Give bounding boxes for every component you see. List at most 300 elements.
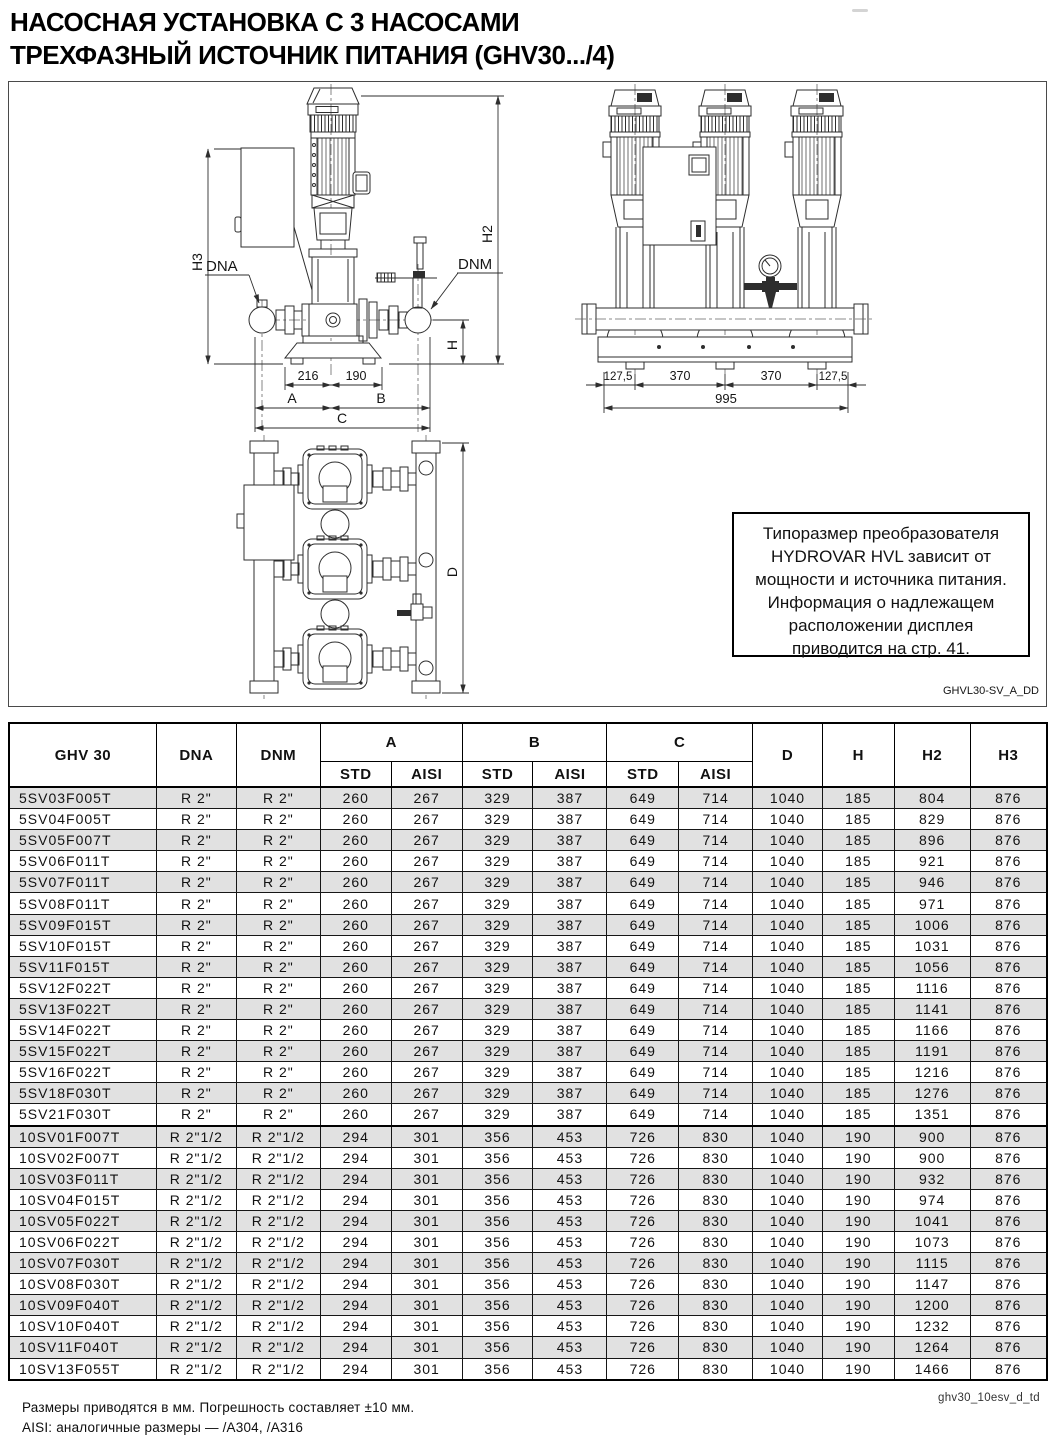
dim-cell: R 2"1/2 [156,1189,236,1210]
dim-cell: 1040 [753,1062,823,1083]
col-header-dnm: DNM [236,723,320,787]
dim-cell: 726 [607,1274,679,1295]
dim-cell: 185 [822,809,894,830]
dim-cell: 1040 [753,787,823,809]
dim-cell: 1040 [753,1316,823,1337]
dim-cell: 1040 [753,1358,823,1380]
dim-cell: R 2"1/2 [236,1316,320,1337]
dim-cell: 453 [533,1147,607,1168]
dim-cell: 714 [679,893,753,914]
model-cell: 5SV13F022T [9,998,156,1019]
dimensions-table [8,722,1048,1381]
dim-cell: 726 [607,1210,679,1231]
model-cell: 5SV08F011T [9,893,156,914]
table-row [9,1168,1047,1189]
dim-cell: 932 [894,1168,970,1189]
dim-cell: 1040 [753,893,823,914]
dim-cell: 301 [391,1147,462,1168]
dim-cell: 1116 [894,977,970,998]
dim-cell: 267 [391,998,462,1019]
table-body [9,787,1047,1380]
dim-cell: 830 [679,1126,753,1148]
model-cell: 5SV10F015T [9,935,156,956]
page-title [10,6,614,72]
dim-cell: 1040 [753,1104,823,1126]
model-cell: 10SV02F007T [9,1147,156,1168]
dim-cell: 1040 [753,1020,823,1041]
dim-cell: 1191 [894,1041,970,1062]
note-line: Информация о надлежащем [767,593,995,612]
dim-cell: 267 [391,1062,462,1083]
dim-cell: 1216 [894,1062,970,1083]
dim-cell: 267 [391,809,462,830]
dim-cell: 387 [533,1104,607,1126]
dim-cell: R 2" [236,851,320,872]
dim-cell: R 2" [236,935,320,956]
dim-cell: 329 [462,893,533,914]
dim-cell: 1466 [894,1358,970,1380]
dim-cell: 900 [894,1147,970,1168]
dim-cell: 260 [320,935,391,956]
table-row [9,998,1047,1019]
dim-cell: 267 [391,1041,462,1062]
dim-cell: 260 [320,1041,391,1062]
dim-cell: 453 [533,1126,607,1148]
dim-cell: 649 [607,998,679,1019]
dim-cell: 329 [462,1062,533,1083]
page-title-line2: ТРЕХФАЗНЫЙ ИСТОЧНИК ПИТАНИЯ (GHV30.../4) [10,40,615,70]
dim-cell: 876 [970,1253,1047,1274]
dim-cell: 267 [391,830,462,851]
dim-cell: R 2" [156,809,236,830]
dim-cell: 329 [462,1104,533,1126]
dim-cell: 185 [822,787,894,809]
dim-cell: 356 [462,1168,533,1189]
dim-cell: R 2" [236,998,320,1019]
dim-cell: 649 [607,787,679,809]
dim-cell: R 2" [236,830,320,851]
col-header-h2: H2 [894,723,970,787]
dim-cell: 356 [462,1358,533,1380]
dim-cell: 294 [320,1337,391,1358]
dim-cell: 726 [607,1253,679,1274]
dim-cell: 876 [970,1147,1047,1168]
doc-code: ghv30_10esv_d_td [938,1392,1040,1404]
dim-cell: 294 [320,1358,391,1380]
dim-label-190: 190 [345,369,367,383]
footnote-dimensions: Размеры приводятся в мм. Погрешность составляет ±10 мм. [22,1400,415,1415]
model-cell: 10SV11F040T [9,1337,156,1358]
col-header-b: B [462,723,607,762]
dim-cell: 387 [533,1062,607,1083]
dim-cell: R 2"1/2 [236,1253,320,1274]
dim-cell: 301 [391,1168,462,1189]
dim-cell: R 2"1/2 [236,1295,320,1316]
dim-cell: 301 [391,1189,462,1210]
dim-cell: 726 [607,1337,679,1358]
dim-cell: 190 [822,1231,894,1252]
model-cell: 10SV09F040T [9,1295,156,1316]
dim-cell: 329 [462,830,533,851]
model-cell: 5SV07F011T [9,872,156,893]
col-header-a: A [320,723,462,762]
model-cell: 5SV16F022T [9,1062,156,1083]
dim-cell: R 2" [156,998,236,1019]
dim-cell: R 2" [236,893,320,914]
dim-cell: 876 [970,787,1047,809]
dim-cell: 876 [970,1189,1047,1210]
model-cell: 5SV12F022T [9,977,156,998]
dim-cell: 190 [822,1337,894,1358]
table-row [9,1189,1047,1210]
model-cell: 5SV05F007T [9,830,156,851]
dim-cell: 260 [320,830,391,851]
dim-cell: 185 [822,851,894,872]
dim-cell: 876 [970,851,1047,872]
dim-cell: 190 [822,1295,894,1316]
model-cell: 10SV07F030T [9,1253,156,1274]
dim-cell: R 2" [236,914,320,935]
dim-cell: 190 [822,1274,894,1295]
dim-cell: 329 [462,956,533,977]
dim-cell: 453 [533,1168,607,1189]
dim-cell: 876 [970,1274,1047,1295]
dim-cell: 921 [894,851,970,872]
dim-cell: 329 [462,935,533,956]
footnote-aisi: AISI: аналогичные размеры — /A304, /A316 [22,1420,304,1435]
dim-cell: 1040 [753,1189,823,1210]
dim-label-995: 995 [715,391,737,406]
dim-cell: 830 [679,1189,753,1210]
dim-cell: R 2"1/2 [156,1274,236,1295]
dim-cell: 1040 [753,1337,823,1358]
dim-cell: R 2"1/2 [156,1210,236,1231]
col-header-dna: DNA [156,723,236,787]
page-title-line1: НАСОСНАЯ УСТАНОВКА С 3 НАСОСАМИ [10,7,520,37]
dim-cell: 876 [970,998,1047,1019]
dim-cell: 714 [679,935,753,956]
dim-cell: 356 [462,1210,533,1231]
dim-cell: R 2"1/2 [236,1274,320,1295]
dim-cell: 1040 [753,914,823,935]
dim-cell: 190 [822,1168,894,1189]
dim-cell: 1040 [753,1083,823,1104]
dim-cell: 453 [533,1295,607,1316]
dim-cell: 260 [320,851,391,872]
dim-label-127-left: 127,5 [603,371,633,383]
table-row [9,1126,1047,1148]
model-cell: 10SV05F022T [9,1210,156,1231]
dim-cell: 896 [894,830,970,851]
dim-cell: 387 [533,977,607,998]
dim-cell: 714 [679,998,753,1019]
model-cell: 10SV13F055T [9,1358,156,1380]
dim-cell: 329 [462,809,533,830]
dim-cell: 301 [391,1337,462,1358]
dim-cell: 1232 [894,1316,970,1337]
model-cell: 5SV18F030T [9,1083,156,1104]
dim-cell: 356 [462,1231,533,1252]
note-line: расположении дисплея [788,616,974,635]
model-cell: 10SV10F040T [9,1316,156,1337]
dim-cell: 714 [679,851,753,872]
dim-cell: 260 [320,809,391,830]
dim-cell: 649 [607,1104,679,1126]
dim-cell: 876 [970,1168,1047,1189]
subcol-header-aisi: AISI [533,762,607,788]
dim-cell: 260 [320,1104,391,1126]
dim-cell: 387 [533,787,607,809]
dim-cell: 267 [391,977,462,998]
dim-cell: R 2" [236,787,320,809]
dim-cell: 190 [822,1210,894,1231]
dim-cell: 301 [391,1316,462,1337]
dim-cell: 185 [822,914,894,935]
table-row [9,1020,1047,1041]
dim-cell: 185 [822,872,894,893]
col-header-model: GHV 30 [9,723,156,787]
dim-cell: 356 [462,1316,533,1337]
dim-cell: 726 [607,1168,679,1189]
dim-cell: 387 [533,1083,607,1104]
dim-cell: 387 [533,851,607,872]
dim-cell: 1040 [753,809,823,830]
dim-cell: 1040 [753,851,823,872]
note-line: приводится на стр. 41. [792,639,970,658]
model-cell: 5SV21F030T [9,1104,156,1126]
table-row [9,1062,1047,1083]
dim-cell: 876 [970,1062,1047,1083]
dim-cell: 1040 [753,1041,823,1062]
dim-cell: R 2" [156,893,236,914]
dim-label-370-left: 370 [669,369,691,383]
dim-label-h3: H3 [189,253,205,271]
dim-label-dna: DNA [206,258,238,275]
dim-cell: 294 [320,1316,391,1337]
model-cell: 5SV11F015T [9,956,156,977]
dim-cell: 329 [462,872,533,893]
dim-cell: 714 [679,787,753,809]
table-row [9,1337,1047,1358]
dim-cell: 876 [970,1083,1047,1104]
dim-cell: 387 [533,830,607,851]
dim-cell: R 2"1/2 [236,1126,320,1148]
dim-cell: 714 [679,830,753,851]
dim-cell: R 2" [236,1104,320,1126]
note-line: мощности и источника питания. [755,570,1007,589]
dim-cell: 830 [679,1253,753,1274]
dim-cell: 185 [822,998,894,1019]
dim-cell: R 2" [236,809,320,830]
dim-cell: R 2" [156,956,236,977]
table-row [9,1104,1047,1126]
dim-cell: 714 [679,1020,753,1041]
dim-cell: 356 [462,1337,533,1358]
dim-cell: 356 [462,1126,533,1148]
dim-cell: R 2"1/2 [156,1231,236,1252]
note-line: Типоразмер преобразователя [762,524,1000,543]
dim-cell: 329 [462,998,533,1019]
dim-cell: 1141 [894,998,970,1019]
col-header-c: C [607,723,753,762]
dim-cell: 726 [607,1316,679,1337]
dim-cell: 301 [391,1210,462,1231]
dim-cell: 387 [533,1020,607,1041]
dim-cell: R 2" [156,935,236,956]
subcol-header-std: STD [320,762,391,788]
table-row [9,851,1047,872]
dim-cell: R 2" [156,977,236,998]
dim-cell: 190 [822,1126,894,1148]
dim-cell: 804 [894,787,970,809]
top-view [237,435,469,699]
col-header-h: H [822,723,894,787]
table-header [9,723,1047,787]
dim-cell: 649 [607,1062,679,1083]
dim-cell: 267 [391,787,462,809]
dim-cell: 714 [679,914,753,935]
dim-cell: 294 [320,1231,391,1252]
dim-cell: R 2"1/2 [156,1147,236,1168]
dim-cell: 185 [822,935,894,956]
dim-cell: R 2" [236,977,320,998]
front-view [575,84,875,413]
dim-cell: R 2" [156,1104,236,1126]
dim-cell: 714 [679,809,753,830]
dim-cell: 830 [679,1274,753,1295]
table-row [9,956,1047,977]
dim-cell: 185 [822,1083,894,1104]
dim-cell: 453 [533,1189,607,1210]
table-row [9,787,1047,809]
dim-cell: 1040 [753,977,823,998]
dim-cell: R 2"1/2 [156,1126,236,1148]
dim-cell: 387 [533,872,607,893]
dim-cell: 876 [970,1126,1047,1148]
dim-cell: 726 [607,1295,679,1316]
dim-cell: 649 [607,1020,679,1041]
dim-cell: 830 [679,1295,753,1316]
dim-cell: 714 [679,1083,753,1104]
dim-cell: 356 [462,1147,533,1168]
dim-cell: 301 [391,1126,462,1148]
dim-cell: 301 [391,1274,462,1295]
dim-cell: 830 [679,1337,753,1358]
dim-cell: 1264 [894,1337,970,1358]
dim-cell: 714 [679,956,753,977]
dim-cell: 260 [320,914,391,935]
table-row [9,1253,1047,1274]
dim-cell: 294 [320,1189,391,1210]
dim-cell: 329 [462,851,533,872]
subcol-header-std: STD [607,762,679,788]
dim-cell: 876 [970,1358,1047,1380]
dim-cell: 387 [533,809,607,830]
dim-cell: R 2"1/2 [156,1253,236,1274]
dim-cell: R 2" [156,1020,236,1041]
dim-cell: 649 [607,851,679,872]
dim-cell: 876 [970,872,1047,893]
dim-cell: 260 [320,1062,391,1083]
technical-drawing [8,81,1047,707]
model-cell: 5SV14F022T [9,1020,156,1041]
dim-label-c: C [336,410,348,426]
table-row [9,893,1047,914]
dim-cell: 260 [320,872,391,893]
subcol-header-aisi: AISI [391,762,462,788]
dim-cell: 185 [822,1020,894,1041]
dim-cell: 329 [462,1041,533,1062]
dim-cell: 301 [391,1358,462,1380]
dim-cell: 876 [970,1337,1047,1358]
dim-cell: R 2" [236,1062,320,1083]
dim-cell: 649 [607,809,679,830]
dim-cell: 649 [607,935,679,956]
table-row [9,809,1047,830]
dim-cell: 453 [533,1253,607,1274]
dim-cell: 387 [533,935,607,956]
dim-cell: 453 [533,1231,607,1252]
dim-label-h: H [444,339,460,351]
dim-cell: 190 [822,1189,894,1210]
dim-cell: 649 [607,1041,679,1062]
dim-cell: R 2" [236,956,320,977]
dim-cell: 830 [679,1147,753,1168]
dim-cell: 1056 [894,956,970,977]
dim-cell: 649 [607,956,679,977]
dim-cell: 1041 [894,1210,970,1231]
dim-cell: R 2" [236,872,320,893]
dim-cell: 267 [391,935,462,956]
dim-cell: 260 [320,977,391,998]
dim-cell: 1166 [894,1020,970,1041]
model-cell: 5SV06F011T [9,851,156,872]
dim-cell: 876 [970,1295,1047,1316]
dim-cell: R 2"1/2 [236,1168,320,1189]
dim-cell: R 2" [156,851,236,872]
dim-cell: R 2" [156,1083,236,1104]
dim-cell: 726 [607,1231,679,1252]
dim-cell: R 2" [156,914,236,935]
dim-cell: 876 [970,1041,1047,1062]
dim-cell: 294 [320,1210,391,1231]
dim-cell: 714 [679,1062,753,1083]
dim-cell: R 2"1/2 [236,1189,320,1210]
dim-cell: 1040 [753,1295,823,1316]
dim-cell: R 2"1/2 [236,1358,320,1380]
dim-cell: 329 [462,977,533,998]
dim-cell: R 2" [156,787,236,809]
dim-cell: R 2"1/2 [156,1168,236,1189]
dim-cell: 876 [970,1104,1047,1126]
table-row [9,1316,1047,1337]
dim-cell: 649 [607,830,679,851]
dim-cell: 876 [970,935,1047,956]
dim-cell: 301 [391,1253,462,1274]
note-box [733,513,1029,658]
model-cell: 10SV01F007T [9,1126,156,1148]
dim-cell: 1040 [753,956,823,977]
table-row [9,1147,1047,1168]
dim-cell: 1040 [753,1126,823,1148]
dim-cell: 876 [970,1316,1047,1337]
dim-cell: 1115 [894,1253,970,1274]
dim-cell: R 2"1/2 [236,1231,320,1252]
subcol-header-std: STD [462,762,533,788]
table-row [9,830,1047,851]
dim-cell: 830 [679,1316,753,1337]
dim-label-370-right: 370 [760,369,782,383]
